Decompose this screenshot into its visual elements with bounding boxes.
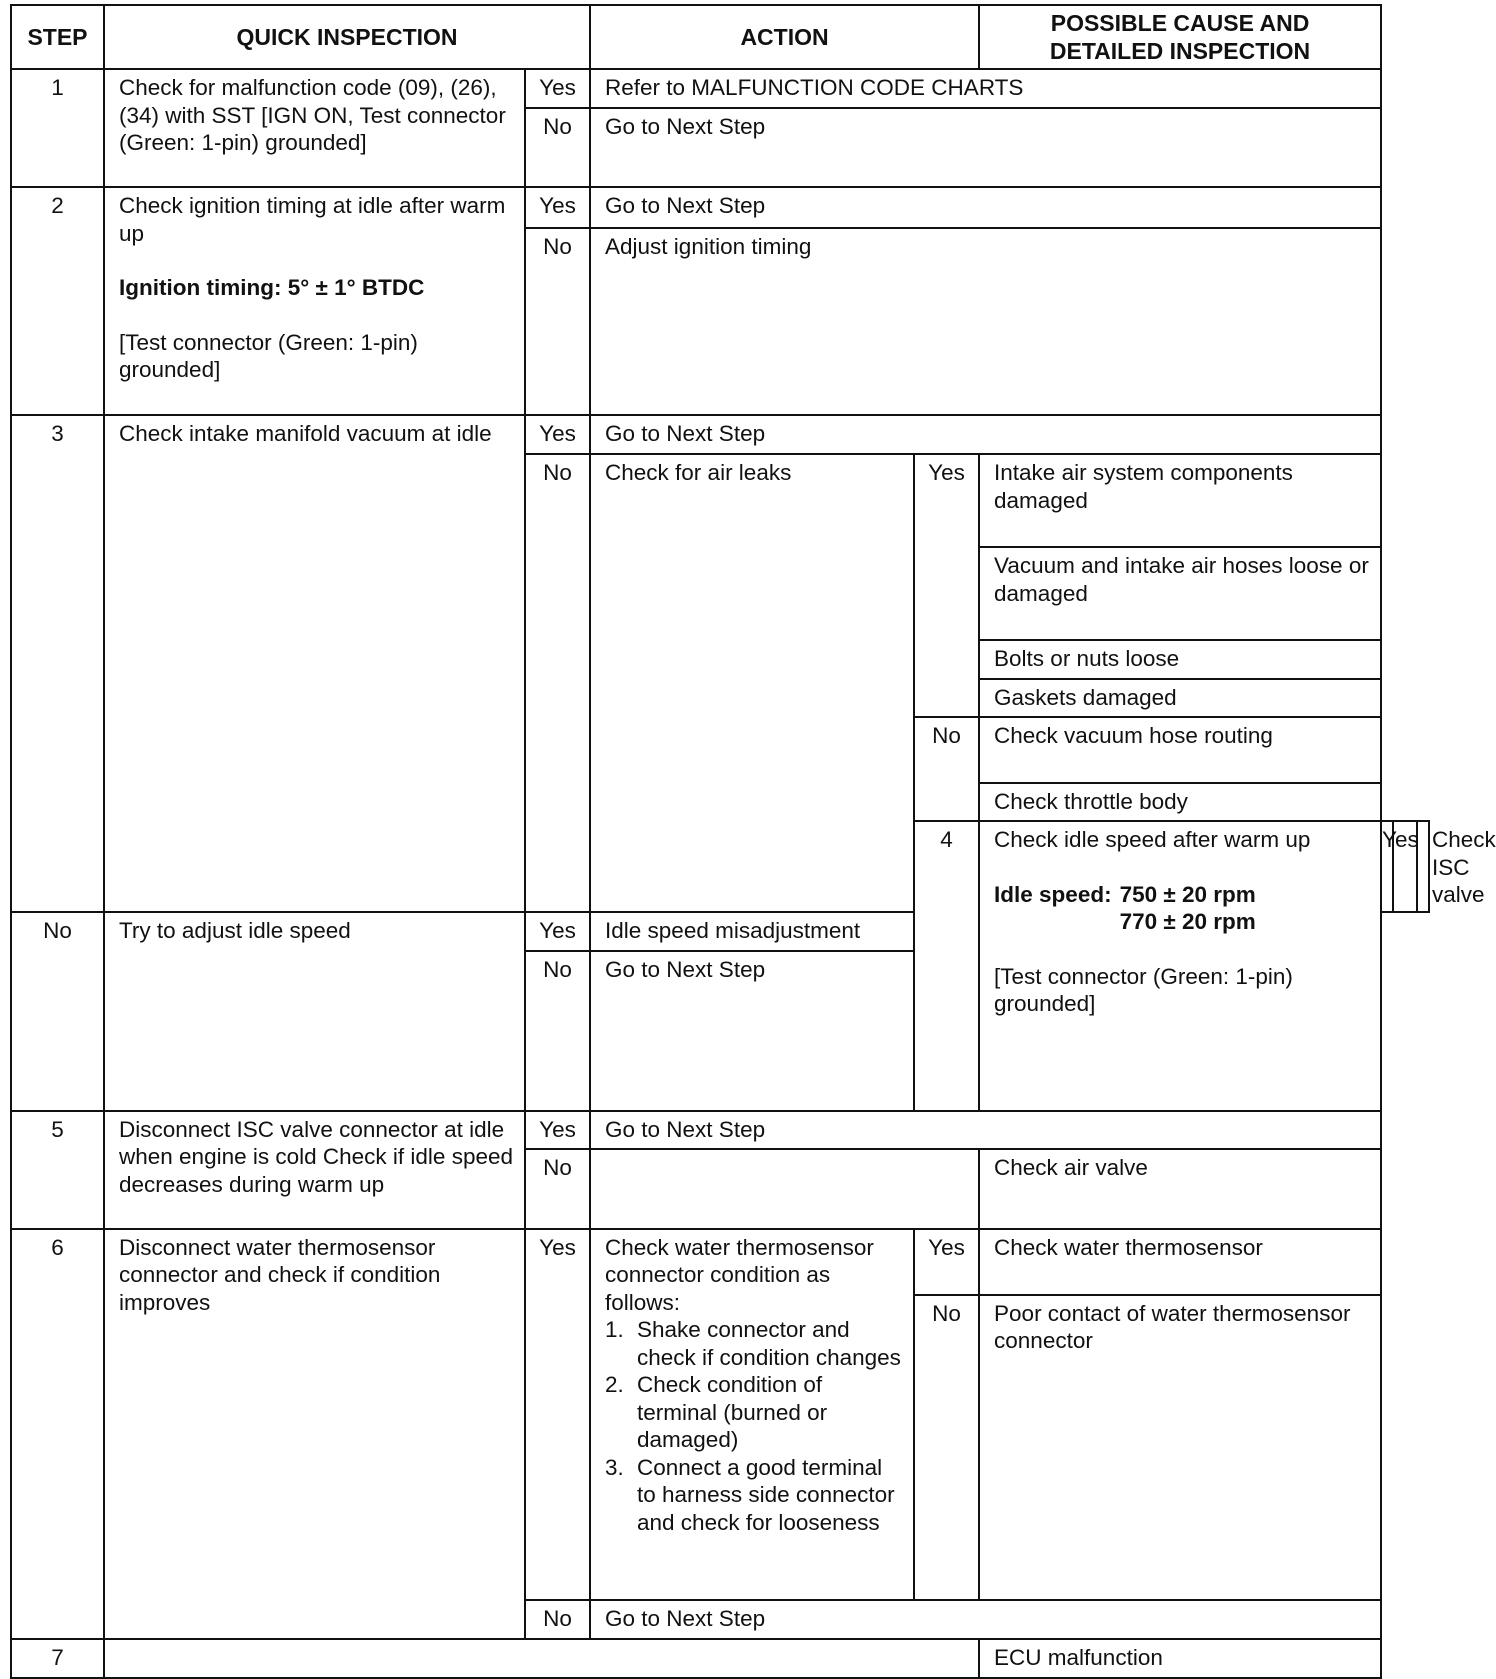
- step6-sub-no: No: [914, 1295, 979, 1600]
- step1-no: No: [525, 108, 590, 187]
- step3-no: No: [525, 454, 590, 912]
- step6-sub-yes-cause: Check water thermosensor: [979, 1229, 1381, 1295]
- step6-inspection: Disconnect water thermosensor connector and check if condition improves: [104, 1229, 525, 1639]
- step5-number: 5: [11, 1111, 104, 1229]
- step4-no: No: [11, 912, 104, 1111]
- header-quick-inspection: QUICK INSPECTION: [104, 5, 590, 69]
- list-item-text: Check condition of terminal (burned or damaged): [637, 1372, 828, 1452]
- step4-spec-value: 770 ± 20 rpm: [1119, 909, 1256, 934]
- step1-yes-action: Refer to MALFUNCTION CODE CHARTS: [590, 69, 1381, 108]
- header-possible-cause-line2: DETAILED INSPECTION: [1049, 38, 1311, 64]
- step5-yes-action: Go to Next Step: [590, 1111, 1381, 1149]
- step2-number: 2: [11, 187, 104, 415]
- step2-no: No: [525, 228, 590, 415]
- step7-cause: ECU malfunction: [979, 1639, 1381, 1678]
- step6-check-list: [605, 1316, 905, 1536]
- step5-no: No: [525, 1149, 590, 1229]
- step2-note: [Test connector (Green: 1-pin) grounded]: [119, 329, 418, 382]
- step2-spec: [119, 274, 516, 302]
- step6-number: 6: [11, 1229, 104, 1639]
- step4-note: [Test connector (Green: 1-pin) grounded]: [994, 963, 1293, 1016]
- step3-cause: Gaskets damaged: [979, 679, 1381, 717]
- step7-empty: [104, 1639, 979, 1678]
- step3-cause: Vacuum and intake air hoses loose or damaged: [979, 547, 1381, 640]
- step5-inspection: Disconnect ISC valve connector at idle when engine is cold Check if idle speed decreases during warm up: [104, 1111, 525, 1229]
- list-item-text: Connect a good terminal to harness side connector and check for looseness: [637, 1454, 895, 1535]
- step4-spec: [994, 881, 1256, 936]
- step2-yes: Yes: [525, 187, 590, 228]
- step4-yes-cause: Check ISC valve: [1417, 821, 1429, 912]
- list-item-number: 1.: [605, 1317, 624, 1342]
- step3-sub-yes: Yes: [914, 454, 979, 717]
- step5-no-action-empty: [590, 1149, 979, 1229]
- list-item: [605, 1454, 905, 1537]
- step5-yes: Yes: [525, 1111, 590, 1149]
- step3-yes-row: [11, 415, 1429, 454]
- step2-yes-action: Go to Next Step: [590, 187, 1381, 228]
- step1-yes-row: [11, 69, 1429, 108]
- step1-yes: Yes: [525, 69, 590, 108]
- step3-cause: Check vacuum hose routing: [979, 717, 1381, 783]
- step3-yes: Yes: [525, 415, 590, 454]
- step6-yes-action: [590, 1229, 914, 1600]
- header-row: [11, 5, 1429, 69]
- step3-cause: Intake air system components damaged: [979, 454, 1381, 547]
- step5-yes-row: [11, 1111, 1429, 1149]
- inspection-chart: [10, 4, 1496, 1679]
- step3-yes-action: Go to Next Step: [590, 415, 1381, 454]
- step4-spec-label: Idle speed:: [994, 881, 1112, 907]
- list-item-number: 3.: [605, 1454, 624, 1480]
- step4-no-action: Try to adjust idle speed: [104, 912, 525, 1111]
- step4-sub-yes: Yes: [525, 912, 590, 951]
- step4-sub-no-cause: Go to Next Step: [590, 951, 914, 1111]
- step4-yes: Yes: [1381, 821, 1393, 912]
- step6-no-action: Go to Next Step: [590, 1600, 1381, 1639]
- step2-spec-label: Ignition timing:: [119, 275, 282, 300]
- troubleshooting-table: [10, 4, 1496, 1679]
- step3-sub-no: No: [914, 717, 979, 821]
- step2-spec-value: 5° ± 1° BTDC: [287, 275, 425, 300]
- step6-no: No: [525, 1600, 590, 1639]
- step6-yes-row: [11, 1229, 1429, 1295]
- header-possible-cause: [979, 5, 1381, 69]
- step3-number: 3: [11, 415, 104, 912]
- list-item-number: 2.: [605, 1372, 624, 1397]
- step4-inspection: Check idle speed after warm up: [994, 827, 1311, 852]
- step7-row: [11, 1639, 1429, 1678]
- step4-spec-value: 750 ± 20 rpm: [1119, 881, 1256, 907]
- step2-inspection-cell: [104, 187, 525, 415]
- step6-yes-action-intro: Check water thermosensor connector condition as follows:: [605, 1234, 874, 1315]
- header-step: STEP: [11, 5, 104, 69]
- step3-no-action: Check for air leaks: [590, 454, 914, 912]
- step2-inspection: Check ignition timing at idle after warm up: [119, 193, 506, 246]
- step2-yes-row: [11, 187, 1429, 228]
- list-item: [605, 1371, 905, 1454]
- step4-number: 4: [914, 821, 979, 1111]
- step6-sub-yes: Yes: [914, 1229, 979, 1295]
- step4-inspection-cell: [979, 821, 1381, 1111]
- step1-no-action: Go to Next Step: [590, 108, 1381, 187]
- step2-no-action: Adjust ignition timing: [590, 228, 1381, 415]
- step1-inspection: Check for malfunction code (09), (26), (34) with SST [IGN ON, Test connector (Green: 1-pin) grounded]: [104, 69, 525, 187]
- step7-number: 7: [11, 1639, 104, 1678]
- list-item-text: Shake connector and check if condition changes: [637, 1317, 901, 1370]
- step1-number: 1: [11, 69, 104, 187]
- header-possible-cause-line1: POSSIBLE CAUSE AND: [1050, 10, 1310, 36]
- step6-sub-no-cause: Poor contact of water thermosensor connector: [979, 1295, 1381, 1600]
- step5-no-cause: Check air valve: [979, 1149, 1381, 1229]
- step4-sub-yes-cause: Idle speed misadjustment: [590, 912, 914, 951]
- step3-cause: Check throttle body: [979, 783, 1381, 821]
- step3-inspection: Check intake manifold vacuum at idle: [104, 415, 525, 912]
- step4-sub-no: No: [525, 951, 590, 1111]
- step6-yes: Yes: [525, 1229, 590, 1600]
- list-item: [605, 1316, 905, 1371]
- header-action: ACTION: [590, 5, 979, 69]
- step3-cause: Bolts or nuts loose: [979, 640, 1381, 679]
